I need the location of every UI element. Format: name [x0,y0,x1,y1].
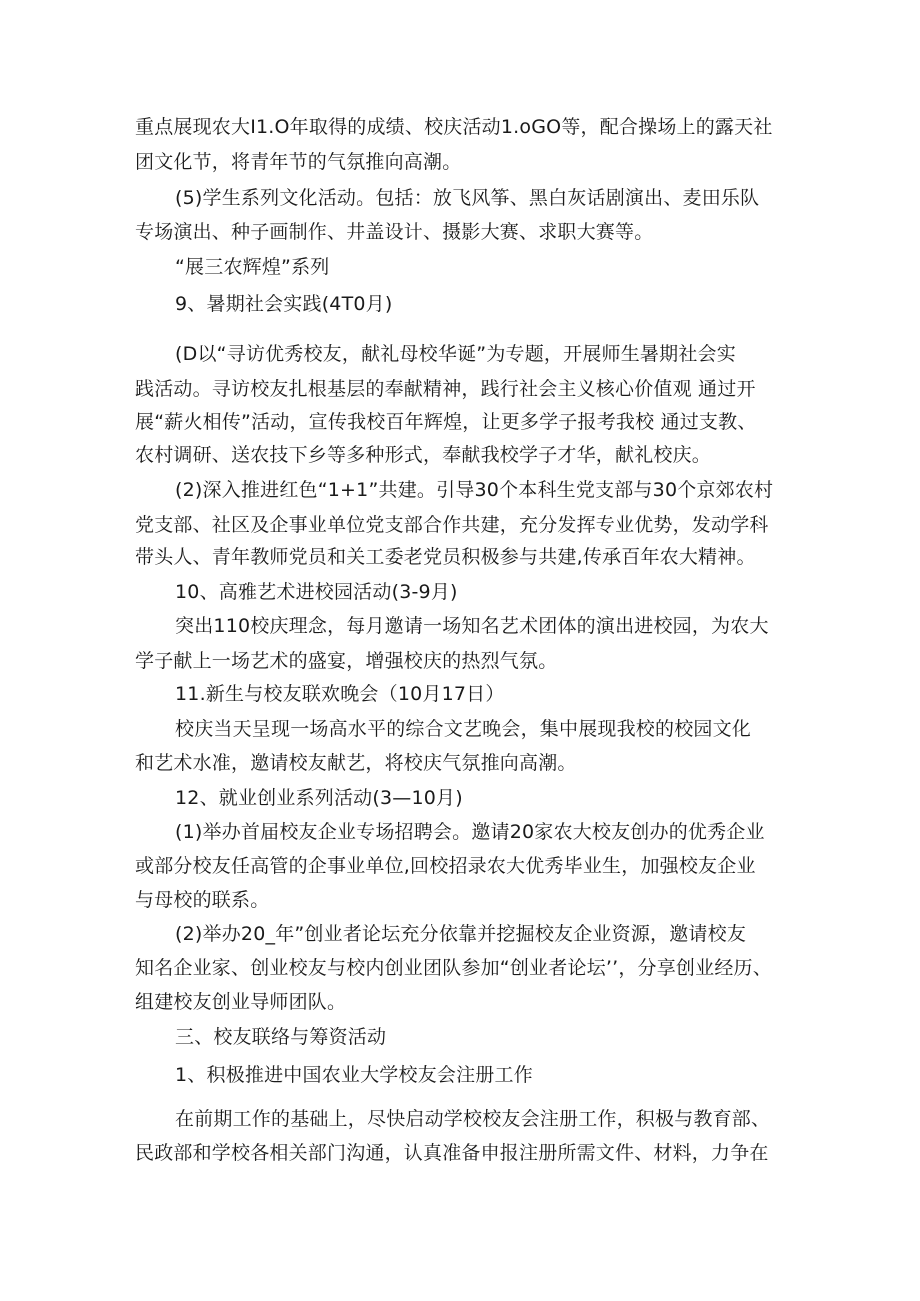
body-text-line: 或部分校友任高管的企事业单位,回校招录农大优秀毕业生，加强校友企业 [135,855,756,877]
body-text-line: 专场演出、种子画制作、井盖设计、摄影大赛、求职大赛等。 [135,221,654,243]
list-item-text: (2)深入推进红色“1+1”共建。引导30个本科生党支部与30个京郊农村 [175,479,774,501]
body-text-line: 知名企业家、创业校友与校内创业团队参加“创业者论坛’’，分享创业经历、 [135,957,772,979]
body-text-line: 校庆当天呈现一场高水平的综合文艺晚会，集中展现我校的校园文化 [175,718,752,740]
item-heading: 11.新生与校友联欢晚会（10月17日） [175,683,505,705]
list-item-text: (1)举办首届校友企业专场招聘会。邀请20家农大校友创办的优秀企业 [175,821,765,843]
item-heading: 1、积极推进中国农业大学校友会注册工作 [175,1064,533,1086]
body-text-line: 展“薪火相传”活动，宣传我校百年辉煌，让更多学子报考我校 通过支教、 [135,411,757,433]
item-heading: 10、高雅艺术进校园活动(3-9月) [175,581,458,603]
body-text-line: 组建校友创业导师团队。 [135,991,347,1013]
list-item-text: (2)举办20_年”创业者论坛充分依靠并挖掘校友企业资源，邀请校友 [175,923,747,945]
body-text-line: 党支部、社区及企事业单位党支部合作共建，充分发挥专业优势，发动学科 [135,514,769,536]
section-heading: 三、校友联络与筹资活动 [175,1026,387,1048]
body-text-line: 学子献上一场艺术的盛宴，增强校庆的热烈气氛。 [135,650,558,672]
item-heading: 9、暑期社会实践(4T0月) [175,293,393,315]
item-heading: 12、就业创业系列活动(3—10月) [175,787,463,809]
body-text-line: 团文化节，将青年节的气氛推向高潮。 [135,151,462,173]
list-item-text: (D以“寻访优秀校友，献礼母校华诞”为专题，开展师生暑期社会实 [175,343,736,365]
body-text-line: 在前期工作的基础上，尽快启动学校校友会注册工作，积极与教育部、 [175,1108,771,1130]
body-text-line: 民政部和学校各相关部门沟通，认真准备申报注册所需文件、材料，力争在 [135,1142,769,1164]
section-heading: “展三农辉煌”系列 [175,256,330,278]
body-text-line: 农村调研、送农技下乡等多种形式，奉献我校学子才华，献礼校庆。 [135,444,712,466]
body-text-line: 与母校的联系。 [135,889,270,911]
body-text-line: 重点展现农大I1.O年取得的成绩、校庆活动1.oGO等，配合操场上的露天社 [135,116,773,138]
body-text-line: 带头人、青年教师党员和关工委老党员积极参与共建,传承百年农大精神。 [135,546,756,568]
body-text-line: 践活动。寻访校友扎根基层的奉献精神，践行社会主义核心价值观 通过开 [135,378,756,400]
list-item-text: (5)学生系列文化活动。包括：放飞风筝、黑白灰话剧演出、麦田乐队 [175,187,760,209]
body-text-line: 和艺术水准，邀请校友献艺，将校庆气氛推向高潮。 [135,752,577,774]
body-text-line: 突出110校庆理念，每月邀请一场知名艺术团体的演出进校园，为农大 [175,615,769,637]
